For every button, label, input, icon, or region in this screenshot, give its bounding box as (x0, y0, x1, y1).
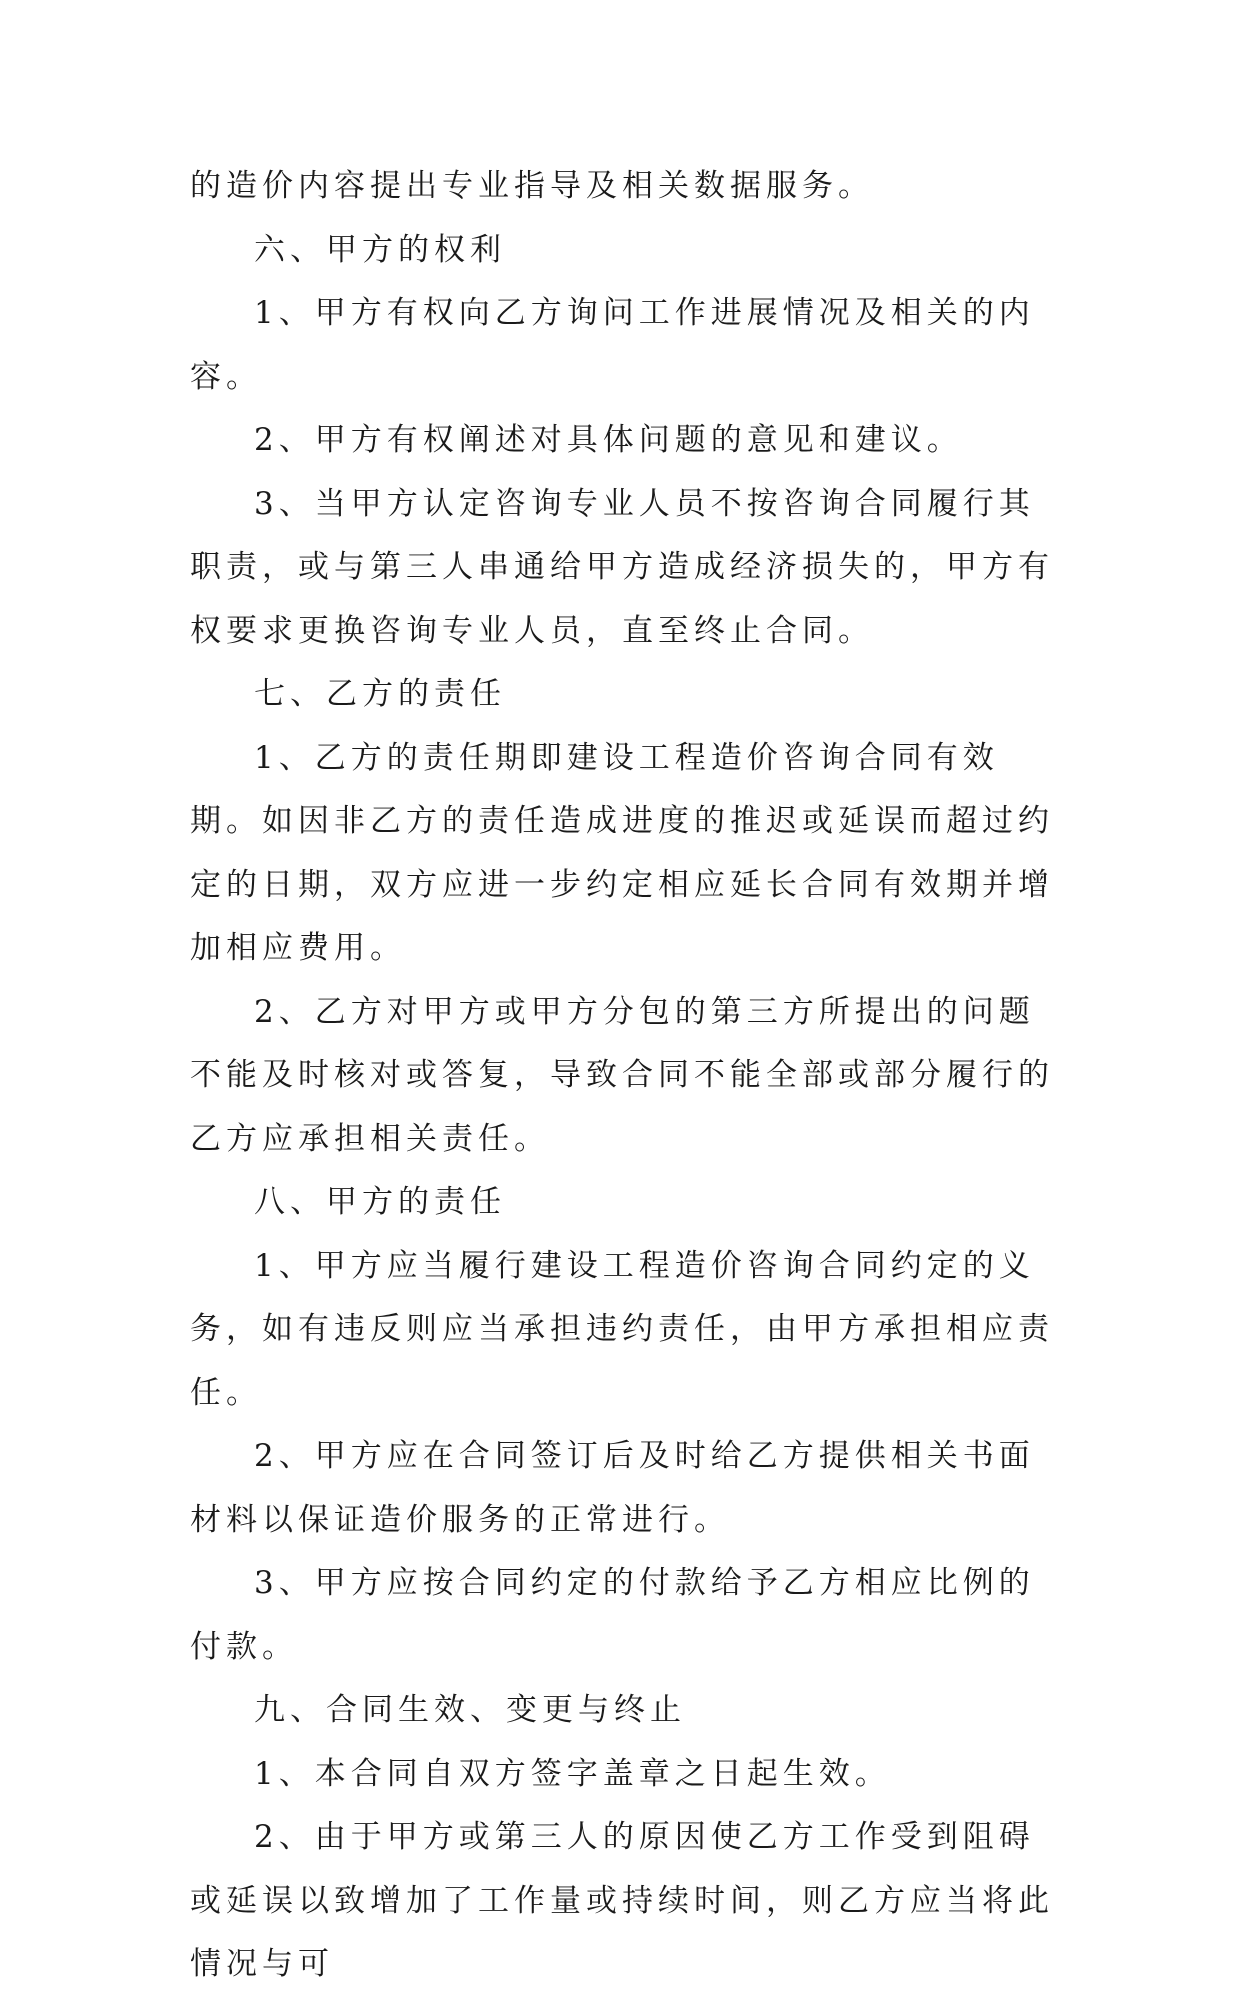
section-heading-7: 七、乙方的责任 (254, 676, 506, 712)
section-heading-6: 六、甲方的权利 (254, 231, 506, 268)
clause-8-1: 1、甲方应当履行建设工程造价咨询合同约定的义务，如有违反则应当承担违约责任，由甲方承担相应责任。 (190, 1247, 1054, 1411)
section-heading-8: 八、甲方的责任 (254, 1184, 506, 1220)
section-heading-9: 九、合同生效、变更与终止 (254, 1692, 686, 1728)
clause-6-1: 1、甲方有权向乙方询问工作进展情况及相关的内容。 (190, 295, 1035, 395)
clause-7-2: 2、乙方对甲方或甲方分包的第三方所提出的问题不能及时核对或答复，导致合同不能全部或部分履行的乙方应承担相关责任。 (190, 993, 1054, 1157)
clause-7-1: 1、乙方的责任期即建设工程造价咨询合同有效期。如因非乙方的责任造成进度的推迟或延误而超过约定的日期，双方应进一步约定相应延长合同有效期并增加相应费用。 (190, 739, 1054, 966)
paragraph-continuation: 的造价内容提出专业指导及相关数据服务。 (190, 168, 874, 204)
clause-8-2: 2、甲方应在合同签订后及时给乙方提供相关书面材料以保证造价服务的正常进行。 (190, 1438, 1035, 1538)
clause-6-3: 3、当甲方认定咨询专业人员不按咨询合同履行其职责，或与第三人串通给甲方造成经济损失的，甲方有权要求更换咨询专业人员，直至终止合同。 (190, 485, 1054, 649)
clause-9-2: 2、由于甲方或第三人的原因使乙方工作受到阻碍或延误以致增加了工作量或持续时间，则乙方应当将此情况与可 (190, 1819, 1054, 1982)
clause-6-2: 2、甲方有权阐述对具体问题的意见和建议。 (254, 422, 963, 458)
clause-9-1: 1、本合同自双方签字盖章之日起生效。 (254, 1755, 891, 1792)
clause-8-3: 3、甲方应按合同约定的付款给予乙方相应比例的付款。 (190, 1565, 1035, 1665)
document-body (190, 155, 1060, 1997)
